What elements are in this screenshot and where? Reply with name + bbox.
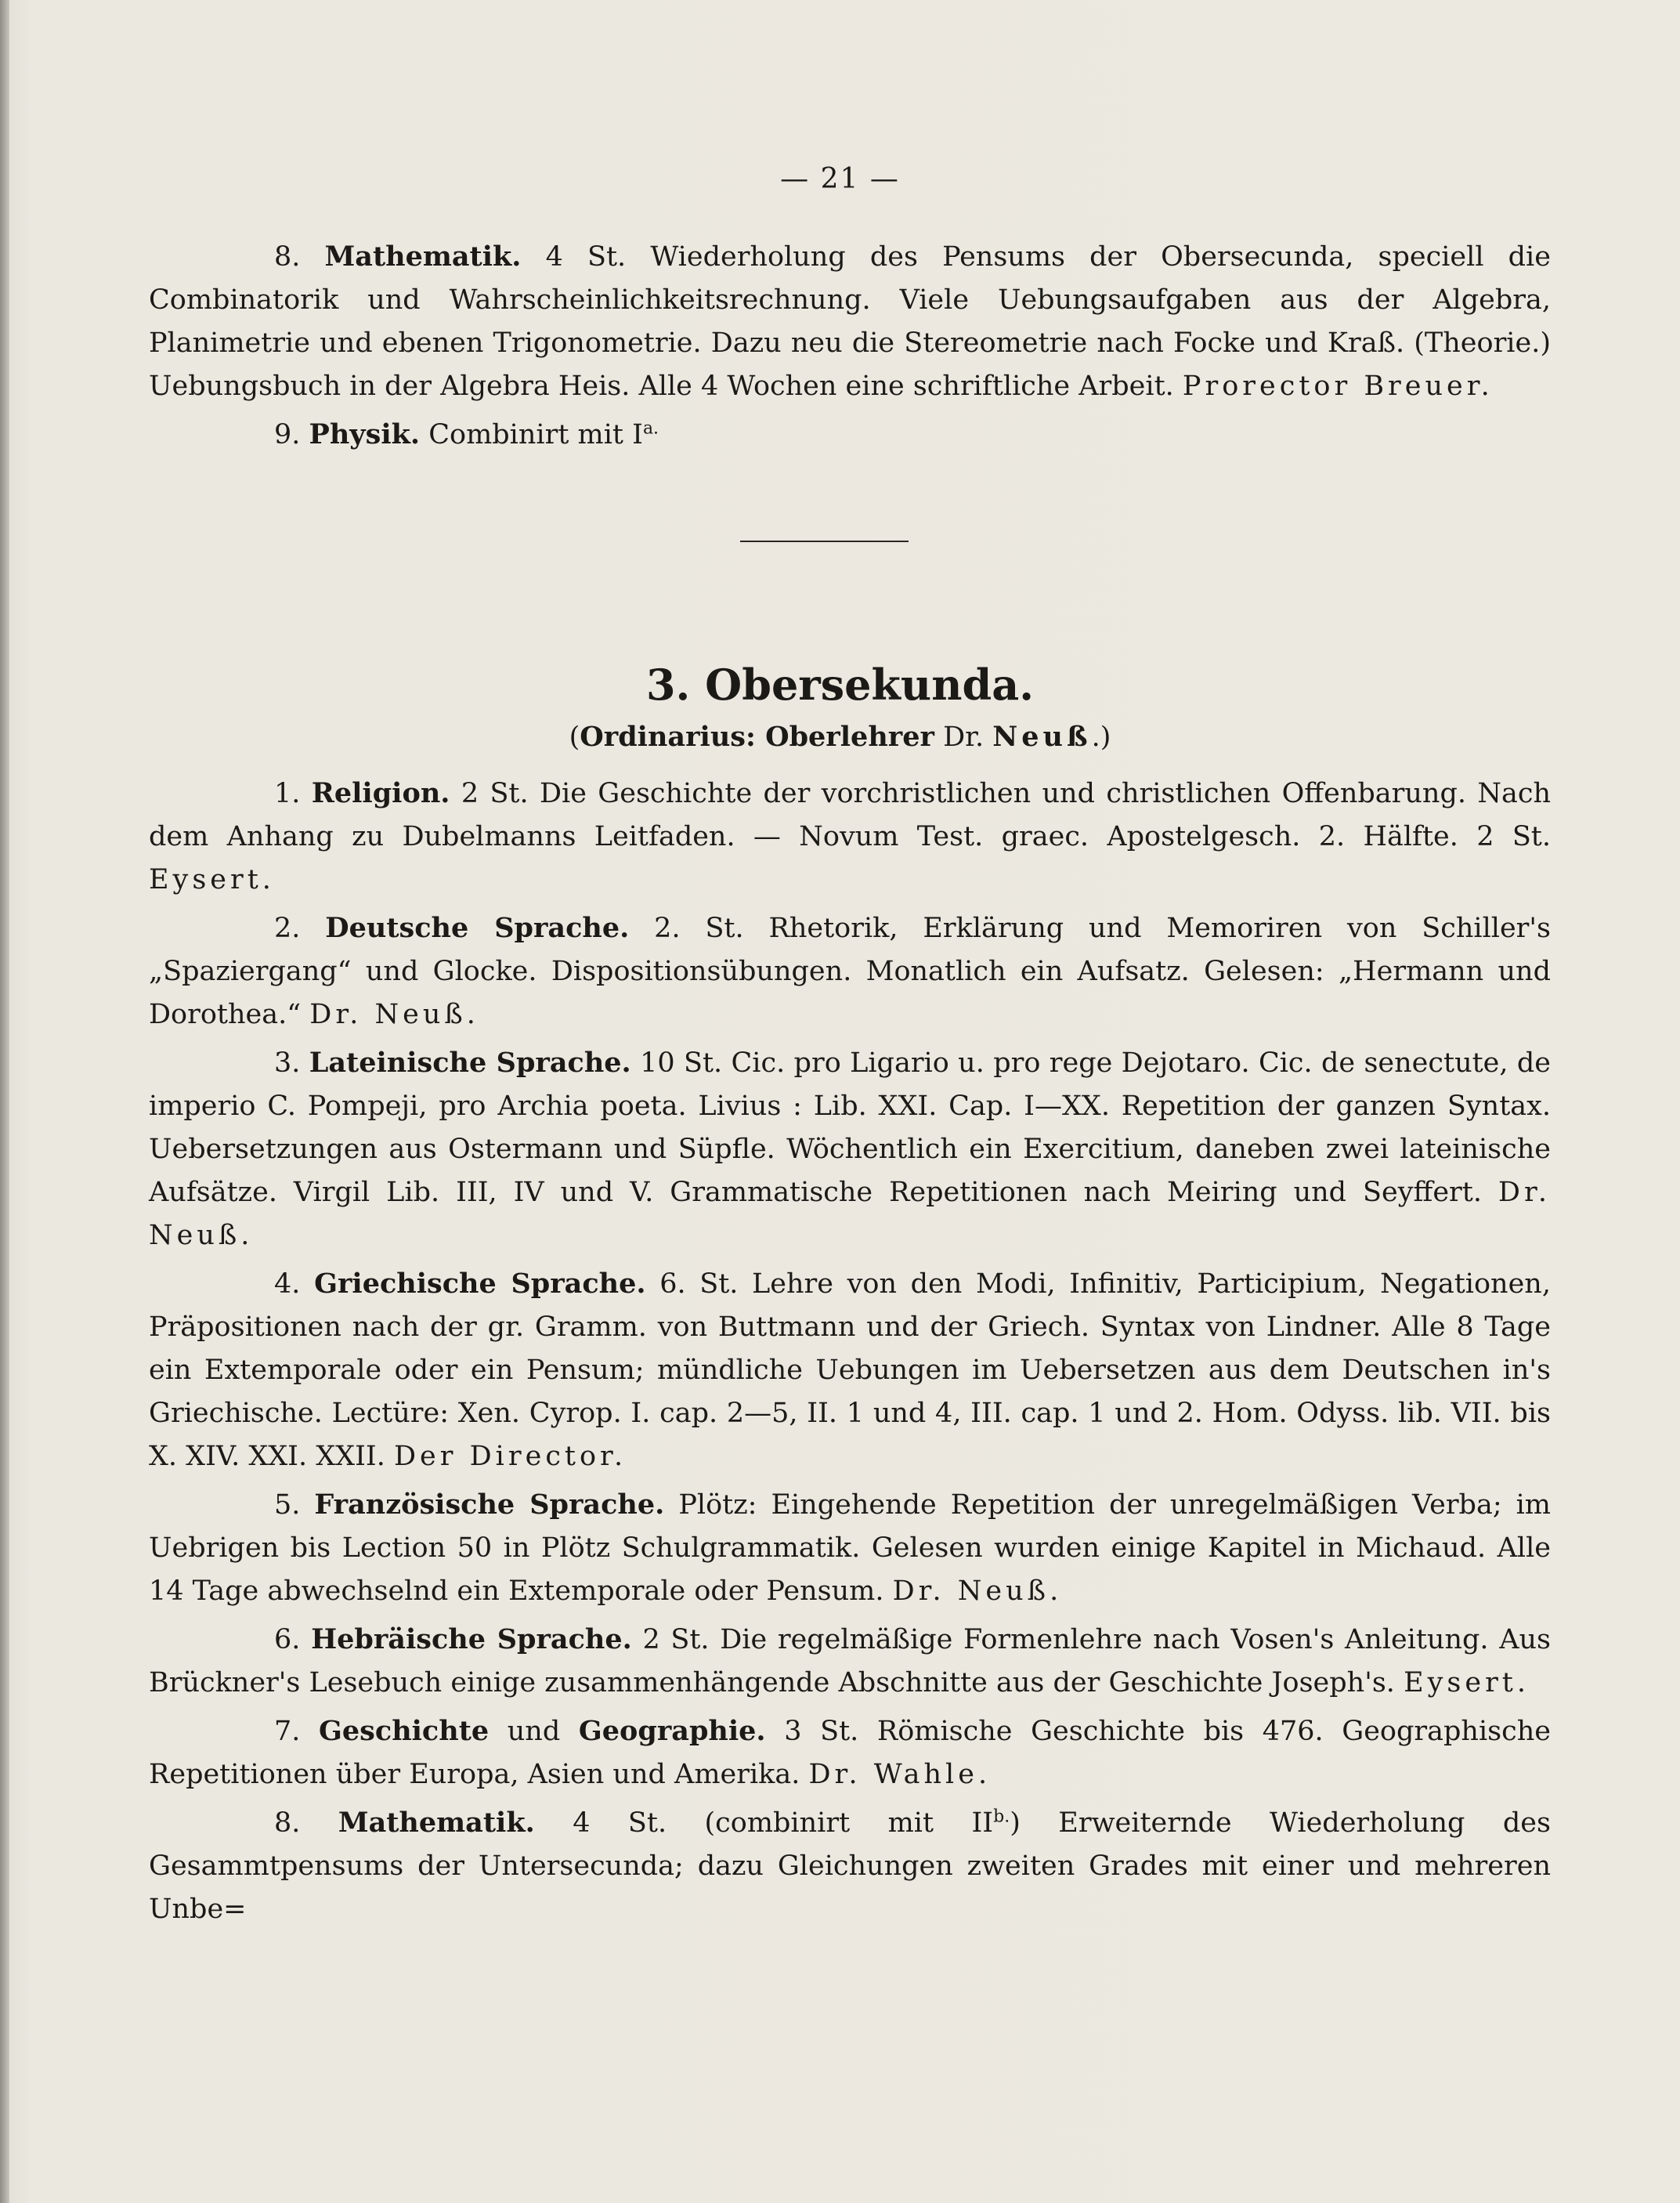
- subheading-title: Dr.: [943, 722, 985, 753]
- entry-teacher: Eysert.: [1404, 1667, 1530, 1698]
- entry-hebraeische-sprache: [149, 1618, 1551, 1705]
- entry-teacher: Dr. Wahle.: [808, 1759, 992, 1790]
- entry-deutsche-sprache: [149, 906, 1551, 1036]
- entry-subject: Religion.: [311, 777, 450, 809]
- entry-subject: Griechische Sprache.: [314, 1268, 646, 1300]
- section-divider: [740, 541, 909, 542]
- entry-subject: Französische Sprache.: [314, 1489, 665, 1521]
- entry-teacher: Eysert.: [149, 864, 275, 895]
- entry-superscript: a.: [642, 418, 659, 439]
- entry-subject: Mathematik.: [338, 1807, 535, 1839]
- entry-number: 1.: [274, 778, 301, 809]
- entry-number: 5.: [274, 1489, 301, 1521]
- entry-number: 2.: [274, 913, 301, 944]
- entry-franzoesische-sprache: [149, 1483, 1551, 1613]
- entry-teacher: Der Director.: [393, 1441, 627, 1472]
- entry-lateinische-sprache: [149, 1041, 1551, 1257]
- subheading-label: Ordinarius: Oberlehrer: [580, 721, 934, 753]
- entry-teacher: Dr. Neuß.: [892, 1575, 1063, 1607]
- entry-joiner: und: [507, 1716, 561, 1747]
- entry-number: 3.: [274, 1047, 301, 1079]
- section-heading: 3. Obersekunda.: [645, 660, 1035, 710]
- entry-teacher: Dr. Neuß.: [309, 999, 479, 1030]
- entry-number: 4.: [274, 1268, 301, 1300]
- entry-subject: Hebräische Sprache.: [311, 1623, 632, 1655]
- entry-subject-secondary: Geographie.: [578, 1715, 766, 1747]
- section-subheading: [0, 721, 1680, 753]
- entry-number: 8.: [274, 1807, 301, 1839]
- entry-mathematik: [149, 1801, 1551, 1931]
- page-number: — 21 —: [780, 163, 900, 195]
- entry-mathematik-prima: [149, 235, 1551, 408]
- entry-text: Combinirt mit I: [428, 419, 643, 450]
- entry-text: Plötz: Eingehende Repetition der unregelmäßigen Verba; im Uebrigen bis Lection 50 in Plötz Schulgrammatik. Gelesen wurden einige Kapitel in Michaud. Alle 14 Tage abwechselnd ein Extemporale oder Pensum.: [149, 1489, 1551, 1607]
- entry-text: 3 St. Römische Geschichte bis 476. Geographische Repetitionen über Europa, Asien und Amerika.: [149, 1716, 1551, 1790]
- entry-superscript: b.: [993, 1807, 1010, 1827]
- subheading-name: Neuß: [992, 721, 1092, 753]
- entry-text: 4 St. (combinirt mit II: [573, 1807, 994, 1839]
- entry-religion: [149, 772, 1551, 902]
- entry-text: 2. St. Rhetorik, Erklärung und Memoriren von Schiller's „Spaziergang“ und Glocke. Dispositionsübungen. Monatlich ein Aufsatz. Gelesen: „Hermann und Dorothea.“: [149, 913, 1551, 1030]
- entry-teacher: Prorector Breuer.: [1182, 371, 1494, 402]
- entry-text: 2 St. Die regelmäßige Formenlehre nach Vosen's Anleitung. Aus Brückner's Lesebuch einige zusammenhängende Abschnitte aus der Geschichte Joseph's.: [149, 1624, 1551, 1698]
- entry-griechische-sprache: [149, 1262, 1551, 1478]
- entry-text-continued: ) Erweiternde Wiederholung des Gesammtpensums der Untersecunda; dazu Gleichungen zweiten Grades mit einer und mehreren Unbe=: [149, 1807, 1551, 1925]
- entry-subject: Mathematik.: [324, 241, 522, 273]
- book-gutter-shadow: [0, 0, 9, 2203]
- subheading-paren-open: (: [569, 722, 580, 753]
- entry-subject: Geschichte: [319, 1715, 490, 1747]
- course-list: [149, 772, 1551, 1931]
- entry-number: 8.: [274, 241, 301, 273]
- entry-teacher: Dr. Neuß.: [149, 1177, 1551, 1251]
- entry-subject: Physik.: [309, 418, 421, 450]
- entry-text: 10 St. Cic. pro Ligario u. pro rege Dejotaro. Cic. de senectute, de imperio C. Pompeji, pro Archia poeta. Livius : Lib. XXI. Cap. I—XX. Repetition der ganzen Syntax. Uebersetzungen aus Ostermann und Süpfle. Wöchentlich ein Exercitium, daneben zwei lateinische Aufsätze. Virgil Lib. III, IV und V. Grammatische Repetitionen nach Meiring und Seyffert.: [149, 1047, 1551, 1208]
- entry-text: 6. St. Lehre von den Modi, Infinitiv, Participium, Negationen, Präpositionen nach der gr. Gramm. von Buttmann und der Griech. Syntax von Lindner. Alle 8 Tage ein Extemporale oder ein Pensum; mündliche Uebungen im Uebersetzen aus dem Deutschen in's Griechische. Lectüre: Xen. Cyrop. I. cap. 2—5, II. 1 und 4, III. cap. 1 und 2. Hom. Odyss. lib. VII. bis X. XIV. XXI. XXII.: [149, 1268, 1551, 1472]
- entry-physik-prima: [149, 413, 1551, 457]
- entry-number: 9.: [274, 419, 301, 450]
- entry-number: 6.: [274, 1624, 301, 1655]
- subheading-paren-close: .): [1091, 722, 1111, 753]
- entry-geschichte-geographie: [149, 1709, 1551, 1796]
- section-top: [149, 235, 1551, 457]
- entry-text: 4 St. Wiederholung des Pensums der Obersecunda, speciell die Combinatorik und Wahrscheinlichkeitsrechnung. Viele Uebungsaufgaben aus der Algebra, Planimetrie und ebenen Trigonometrie. Dazu neu die Stereometrie nach Focke und Kraß. (Theorie.) Uebungsbuch in der Algebra Heis. Alle 4 Wochen eine schriftliche Arbeit.: [149, 241, 1551, 402]
- entry-text: 2 St. Die Geschichte der vorchristlichen und christlichen Offenbarung. Nach dem Anhang zu Dubelmanns Leitfaden. — Novum Test. graec. Apostelgesch. 2. Hälfte. 2 St.: [149, 778, 1551, 852]
- entry-subject: Deutsche Sprache.: [325, 912, 630, 944]
- entry-number: 7.: [274, 1716, 301, 1747]
- entry-subject: Lateinische Sprache.: [309, 1047, 631, 1079]
